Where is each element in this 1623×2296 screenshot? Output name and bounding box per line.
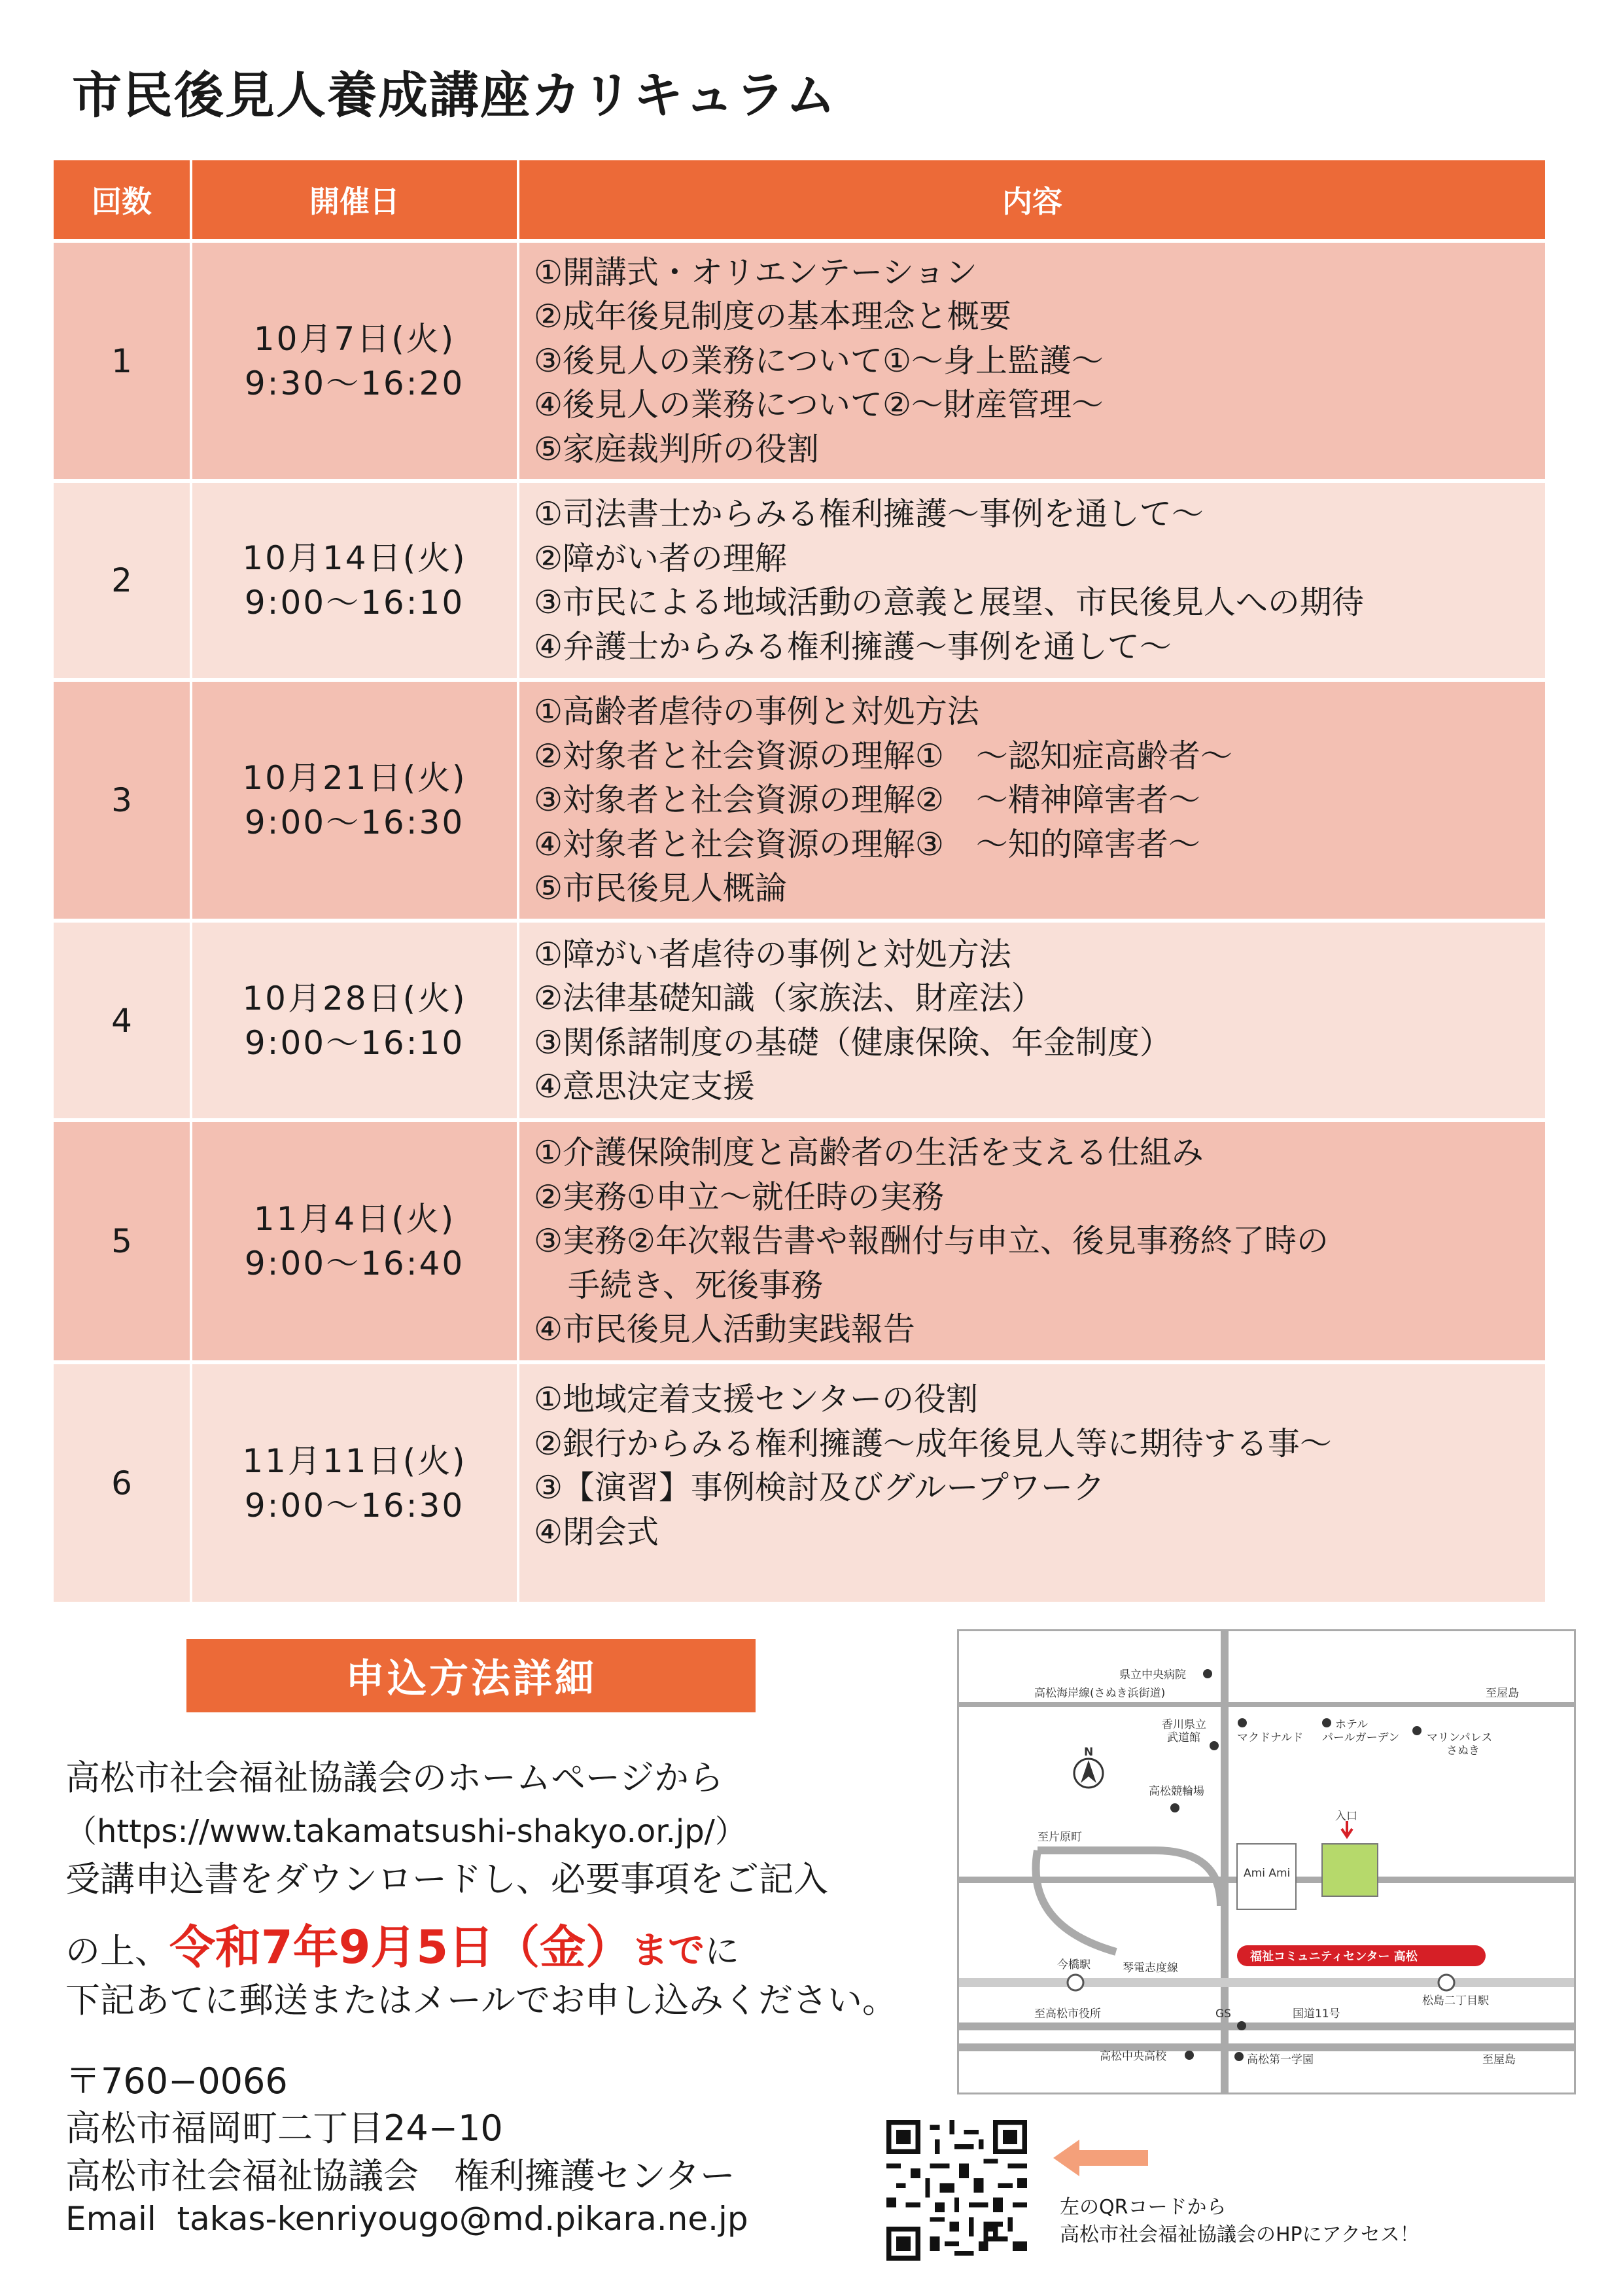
session-number: 6: [54, 1362, 191, 1602]
homepage-url[interactable]: （https://www.takamatsushi-shakyo.or.jp/）: [65, 1813, 746, 1850]
welfare-center-building: [1322, 1844, 1378, 1896]
deadline-line: [65, 1911, 739, 1977]
map-label-matsushima: 松島二丁目駅: [1422, 1994, 1489, 2007]
qr-caption-line2: 高松市社会福祉協議会のHPにアクセス！: [1060, 2223, 1420, 2246]
session-number: 3: [54, 680, 191, 921]
email-label: Email: [65, 2200, 156, 2238]
session-number: 4: [54, 921, 191, 1120]
session-content: [518, 921, 1545, 1120]
content-item: ④後見人の業務について②〜財産管理〜: [534, 386, 1104, 424]
map-label-kotoden: 琴電志度線: [1123, 1962, 1178, 1975]
content-item: ①介護保険制度と高齢者の生活を支える仕組み: [534, 1134, 1204, 1172]
session-time: 9:00〜16:10: [244, 1023, 465, 1062]
session-date: 10月14日(火): [242, 539, 467, 577]
map-label-imabashi: 今橋駅: [1057, 1958, 1091, 1971]
matsushima-station-icon: [1439, 1975, 1454, 1990]
content-item: ②銀行からみる権利擁護〜成年後見人等に期待する事〜: [534, 1424, 1332, 1462]
session-time: 9:00〜16:40: [244, 1245, 465, 1282]
session-date-cell: [191, 1120, 518, 1362]
email-address[interactable]: takas-kenriyougo@md.pikara.ne.jp: [177, 2200, 748, 2238]
page-title: 市民後見人養成講座カリキュラム: [72, 66, 837, 124]
qr-caption-line1: 左のQRコードから: [1060, 2196, 1227, 2219]
map-label-to-city-hall: 至高松市役所: [1034, 2007, 1101, 2021]
qr-code[interactable]: [886, 2120, 1027, 2261]
content-item: ②成年後見制度の基本理念と概要: [534, 298, 1011, 336]
coast-road: [959, 1702, 1574, 1707]
daiichi-dot-icon: [1234, 2052, 1244, 2061]
content-item: ①司法書士からみる権利擁護〜事例を通して〜: [534, 495, 1204, 533]
session-time: 9:00〜16:10: [244, 584, 465, 622]
map-label-central-hs: 高松中央高校: [1100, 2050, 1166, 2063]
content-item: ①高齢者虐待の事例と対処方法: [534, 693, 979, 731]
table-row: [54, 1120, 1545, 1362]
hospital-dot-icon: [1203, 1669, 1212, 1678]
content-item: ⑤市民後見人概論: [534, 870, 787, 908]
content-item: ②障がい者の理解: [534, 539, 787, 577]
map-label-daiichi: 高松第一学園: [1247, 2053, 1314, 2066]
map-label-to-yashima-bottom: 至屋島: [1482, 2053, 1516, 2066]
session-date: 10月28日(火): [242, 979, 467, 1017]
imabashi-station-icon: [1068, 1975, 1083, 1990]
application-text-line: 高松市社会福祉協議会のホームページから: [65, 1758, 724, 1798]
map-label-gs: GS: [1215, 2007, 1231, 2021]
map-label-marine1: マリンパレス: [1427, 1731, 1493, 1744]
table-row: [54, 680, 1545, 921]
content-item-continuation: 手続き、死後事務: [568, 1266, 824, 1304]
content-item: ③対象者と社会資源の理解② 〜精神障害者〜: [534, 781, 1200, 819]
content-item: ②法律基礎知識（家族法、財産法）: [534, 980, 1043, 1017]
content-item: ②実務①申立〜就任時の実務: [534, 1178, 944, 1216]
content-item: ③関係諸制度の基礎（健康保険、年金制度）: [534, 1023, 1172, 1061]
email-line: [65, 2200, 748, 2238]
content-item: ④弁護士からみる権利擁護〜事例を通して〜: [534, 627, 1172, 665]
map-label-mcdonalds: マクドナルド: [1237, 1731, 1304, 1744]
session-date: 10月21日(火): [242, 759, 467, 797]
street-address: 高松市福岡町二丁目24−10: [65, 2108, 503, 2149]
session-content: [518, 1362, 1545, 1602]
location-map: [957, 1629, 1576, 2094]
map-label-to-ojiwara: 至片原町: [1038, 1831, 1082, 1844]
content-item: ①障がい者虐待の事例と対処方法: [534, 935, 1011, 973]
session-date: 10月7日(火): [253, 319, 456, 358]
content-item: ④対象者と社会資源の理解③ 〜知的障害者〜: [534, 825, 1200, 863]
content-item: ⑤家庭裁判所の役割: [534, 430, 819, 468]
deadline-prefix: の上、: [65, 1932, 169, 1971]
entrance-arrow-icon: [1342, 1821, 1352, 1837]
map-label-route11: 国道11号: [1293, 2007, 1340, 2021]
route-11: [959, 2022, 1574, 2030]
session-time: 9:00〜16:30: [244, 804, 465, 841]
map-label-coast-road: 高松海岸線(さぬき浜街道): [1034, 1687, 1166, 1700]
session-content: [518, 241, 1545, 481]
table-row: [54, 1362, 1545, 1602]
central-hs-dot-icon: [1185, 2051, 1194, 2060]
header-date: 開催日: [191, 160, 518, 241]
map-label-center: 福祉コミュニティセンター 高松: [1250, 1950, 1418, 1964]
content-item: ④市民後見人活動実践報告: [534, 1311, 915, 1349]
session-date-cell: [191, 1362, 518, 1602]
session-number: 2: [54, 481, 191, 680]
left-arrow-icon: [1053, 2138, 1151, 2178]
session-date-cell: [191, 241, 518, 481]
session-date-cell: [191, 921, 518, 1120]
deadline-date: 令和7年9月5日（金）: [169, 1920, 632, 1974]
budokan-dot-icon: [1210, 1741, 1219, 1750]
content-item: ③実務②年次報告書や報酬付与申立、後見事務終了時の: [534, 1222, 1329, 1260]
content-item: ①地域定着支援センターの役割: [534, 1381, 978, 1418]
header-content: 内容: [518, 160, 1545, 241]
session-date: 11月11日(火): [242, 1441, 467, 1480]
map-label-amiami: Ami Ami: [1244, 1867, 1291, 1880]
session-time: 9:30〜16:20: [244, 364, 465, 402]
content-item: ④閉会式: [534, 1513, 659, 1551]
map-label-hotel1: ホテル: [1335, 1718, 1369, 1731]
content-item: ③【演習】事例検討及びグループワーク: [534, 1469, 1106, 1506]
content-item: ③市民による地域活動の意義と展望、市民後見人への期待: [534, 584, 1364, 621]
deadline-postfix: に: [705, 1932, 740, 1971]
keirin-dot-icon: [1170, 1803, 1179, 1812]
table-row: [54, 481, 1545, 680]
application-heading: 申込方法詳細: [186, 1639, 756, 1712]
map-label-budokan: 武道館: [1167, 1731, 1200, 1744]
kotoden-line: [959, 1978, 1574, 1987]
curriculum-table: [54, 160, 1545, 1602]
map-label-marine2: さぬき: [1446, 1744, 1480, 1757]
content-item: ②対象者と社会資源の理解① 〜認知症高齢者〜: [534, 737, 1232, 775]
table-row: [54, 241, 1545, 481]
gs-dot-icon: [1237, 2021, 1246, 2030]
content-item: ④意思決定支援: [534, 1068, 755, 1105]
map-label-to-yashima-top: 至屋島: [1486, 1687, 1519, 1700]
application-text-line: 受講申込書をダウンロードし、必要事項をご記入: [65, 1860, 828, 1899]
map-label-hotel2: パールガーデン: [1322, 1731, 1400, 1744]
curve-road-lower: [1036, 1850, 1117, 1952]
session-number: 5: [54, 1120, 191, 1362]
map-label-keirin: 高松競輪場: [1149, 1785, 1204, 1798]
session-time: 9:00〜16:30: [244, 1486, 465, 1525]
header-session: 回数: [54, 160, 191, 241]
table-header-row: [54, 160, 1545, 241]
hotel-dot-icon: [1322, 1718, 1331, 1727]
postal-code: 〒760−0066: [65, 2060, 288, 2102]
route-11-lower: [959, 2043, 1574, 2051]
map-label-kagawa: 香川県立: [1162, 1718, 1206, 1731]
marine-dot-icon: [1412, 1726, 1422, 1735]
session-date-cell: [191, 680, 518, 921]
content-item: ①開講式・オリエンテーション: [534, 253, 977, 291]
table-row: [54, 921, 1545, 1120]
session-number: 1: [54, 241, 191, 481]
map-label-north: N: [1084, 1746, 1094, 1759]
session-content: [518, 1120, 1545, 1362]
application-text-line: 下記あてに郵送またはメールでお申し込みください。: [65, 1981, 897, 2021]
session-date-cell: [191, 481, 518, 680]
map-label-hospital: 県立中央病院: [1119, 1669, 1186, 1682]
deadline-suffix: まで: [631, 1930, 705, 1972]
map-label-entrance: 入口: [1335, 1810, 1357, 1823]
session-date: 11月4日(火): [253, 1200, 456, 1238]
content-item: ③後見人の業務について①〜身上監護〜: [534, 342, 1104, 380]
session-content: [518, 680, 1545, 921]
mcdonalds-dot-icon: [1238, 1718, 1247, 1727]
organization-name: 高松市社会福祉協議会 権利擁護センター: [65, 2155, 735, 2197]
session-content: [518, 481, 1545, 680]
